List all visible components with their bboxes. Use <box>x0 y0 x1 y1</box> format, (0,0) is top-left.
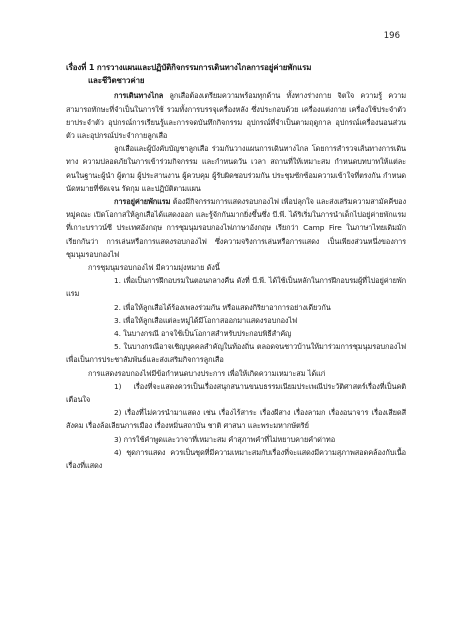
page-number: 196 <box>383 31 400 41</box>
rule-item: 1) เรื่องที่จะแสดงควรเป็นเรื่องสนุกสนานขนบธรรมเนียมประเพณีประวัติศาสตร์เรื่องที่เป็นคติเตือนใจ <box>66 381 406 405</box>
section-heading: เรื่องที่ 1 การวางแผนและปฏิบัติกิจกรรมการเดินทางไกลการอยู่ค่ายพักแรม <box>66 63 312 72</box>
term-hiking: การเดินทางไกล <box>114 91 164 101</box>
page-content <box>66 61 406 472</box>
rule-item: 3) การใช้คำพูดและวาจาที่เหมาะสม คำสุภาพคำที่ไม่หยาบคายคำด่าทอ <box>114 434 336 444</box>
show-rules-intro: การแสดงรอบกองไฟมีข้อกำหนดบางประการ เพื่อให้เกิดความเหมาะสม ได้แก่ <box>88 368 326 378</box>
purpose-intro: การชุมนุมรอบกองไฟ มีความมุ่งหมาย ดังนี้ <box>88 263 220 273</box>
rule-item: 2) เรื่องที่ไม่ควรนำมาแสดง เช่น เรื่องไร้สาระ เรื่องผีสาง เรื่องลามก เรื่องอนาจาร เรื่องเสียดสีสังคม เรื่องล้อเลียนการเมือง เรื่องหมิ่นสถาบัน ชาติ ศาสนา และพระมหากษัตริย์ <box>66 408 406 431</box>
purpose-item: 1. เพื่อเป็นการฝึกอบรมในตอนกลางคืน ดังที่ บี.พี. ได้ใช้เป็นหลักในการฝึกอบรมผู้ที่ไปอยู่ค่ายพักแรม <box>66 276 406 299</box>
term-camping: การอยู่ค่ายพักแรม <box>114 197 171 207</box>
paragraph-camping <box>66 195 406 261</box>
purpose-item: 5. ในบางกรณีอาจเชิญบุคคลสำคัญในท้องถิ่น ตลอดจนชาวบ้านให้มาร่วมการชุมนุมรอบกองไฟ เพื่อเป็นการประชาสัมพันธ์และส่งเสริมกิจการลูกเสือ <box>66 342 406 365</box>
paragraph-planning: ลูกเสือและผู้บังคับบัญชาลูกเสือ ร่วมกันวางแผนการเดินทางไกล โดยการสำรวจเส้นทางการเดินทาง ความปลอดภัยในการเข้าร่วมกิจกรรม และกำหนดวัน เวลา สถานที่ให้เหมาะสม กำหนดบทบาทให้แต่ละคนในฐานะผู้นำ ผู้ตาม ผู้ประสานงาน ผู้ควบคุม ผู้รับผิดชอบร่วมกัน ประชุมซักซ้อมความเข้าใจที่ตรงกัน กำหนดนัดหมายที่ชัดเจน รัดกุม และปฏิบัติตามแผน <box>66 144 406 193</box>
paragraph-hiking-text: ลูกเสือต้องเตรียมความพร้อมทุกด้าน ทั้งทางร่างกาย จิตใจ ความรู้ ความสามารถทักษะที่จำเป็นในการใช้ รวมทั้งการบรรจุเครื่องหลัง ซึ่งประกอบด้วย เครื่องแต่งกาย เครื่องใช้ประจำตัว ยาประจำตัว อุปกรณ์การเรียนรู้และการจดบันทึกกิจกรรม อุปกรณ์ที่จำเป็นตามฤดูกาล อุปกรณ์เครื่องนอนส่วนตัว และอุปกรณ์ประจำกายลูกเสือ <box>66 91 406 141</box>
rule-item: 4) ชุดการแสดง ควรเป็นชุดที่มีความเหมาะสมกับเรื่องที่จะแสดงมีความสุภาพสอดคล้องกับเนื้อเรื่องที่แสดง <box>66 447 406 471</box>
purpose-item: 3. เพื่อให้ลูกเสือแต่ละหมู่ได้มีโอกาสออกมาแสดงรอบกองไฟ <box>114 315 298 325</box>
purpose-item: 2. เพื่อให้ลูกเสือได้ร้องเพลงร่วมกัน หรือแสดงกิริยาอาการอย่างเดียวกัน <box>114 302 331 312</box>
section-heading-continued: และชีวิตชาวค่าย <box>88 76 145 86</box>
paragraph-hiking <box>66 89 406 142</box>
purpose-item: 4. ในบางกรณี อาจใช้เป็นโอกาสสำหรับประกอบพิธีสำคัญ <box>114 329 292 339</box>
paragraph-camping-text: ต้องมีกิจกรรมการแสดงรอบกองไฟ เพื่อปลุกใจ และส่งเสริมความสามัคคีของหมู่คณะ เปิดโอกาสให้ลูกเสือได้แสดงออก และรู้จักกันมากยิ่งขึ้นซึ่ง บี.พี. ได้ริเริ่มในการนำเด็กไปอยู่ค่ายพักแรมที่เกาะบราวน์ซี ประเทศอังกฤษ การชุมนุมรอบกองไฟภาษาอังกฤษ เรียกว่า Camp Fire ในภาษาไทยเดิมมักเรียกกันว่า การเล่นหรือการแสดงรอบกองไฟ ซึ่งความจริงการเล่นหรือการแสดง เป็นเพียงส่วนหนึ่งของการชุมนุมรอบกองไฟ <box>66 197 406 259</box>
